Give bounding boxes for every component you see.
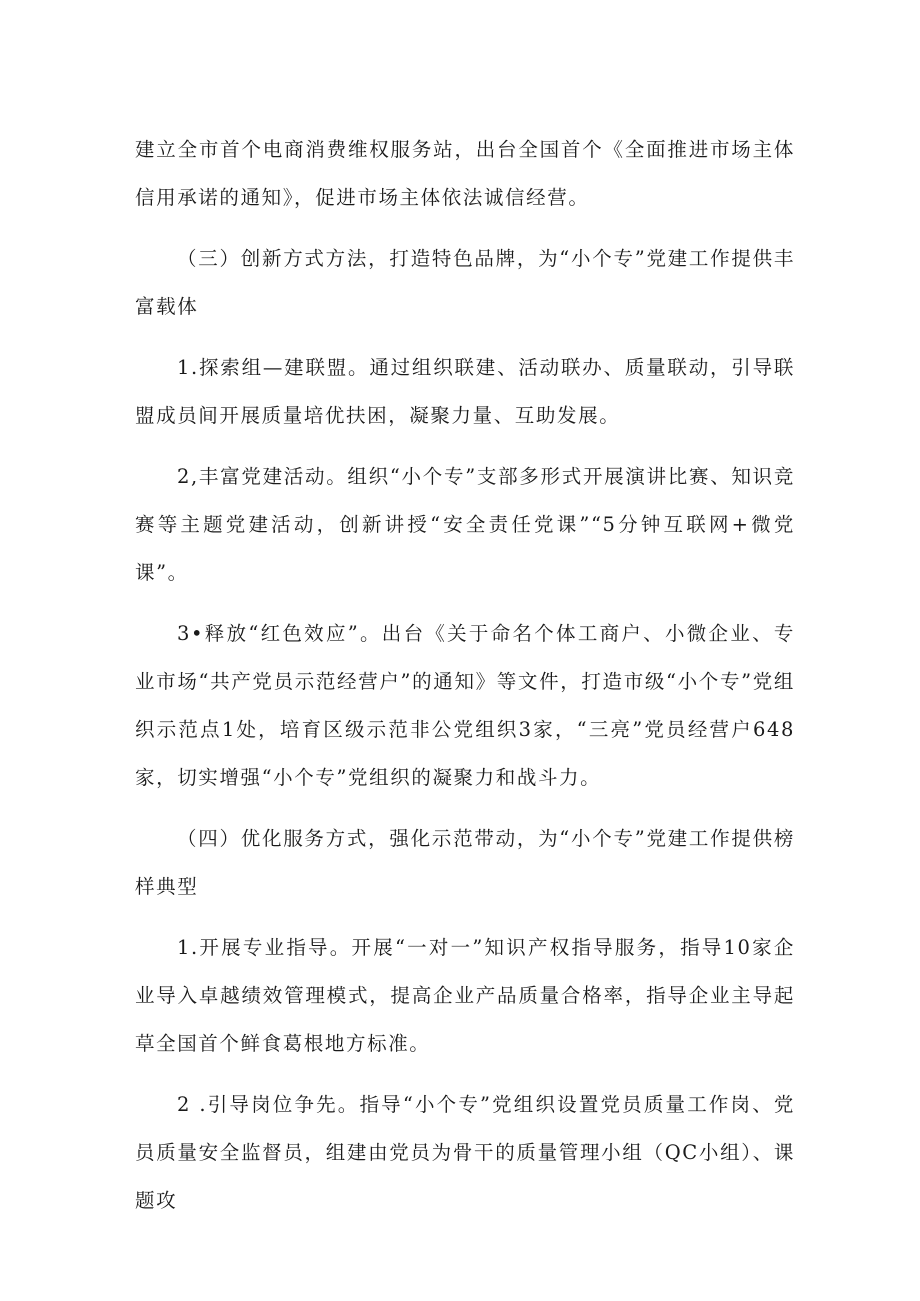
paragraph-item-2b: 2 .引导岗位争先。指导“小个专”党组织设置党员质量工作岗、党员质量安全监督员，组建由党员为骨干的质量管理小组（QC小组）、课题攻 <box>135 1093 795 1212</box>
paragraph-item-1b: 1.开展专业指导。开展“一对一”知识产权指导服务，指导10家企业导入卓越绩效管理模式，提高企业产品质量合格率，指导企业主导起草全国首个鲜食葛根地方标准。 <box>135 936 795 1055</box>
section-heading-3: （三）创新方式方法，打造特色品牌，为“小个专”党建工作提供丰富载体 <box>135 247 795 318</box>
section-heading-4: （四）优化服务方式，强化示范带动，为“小个专”党建工作提供榜样典型 <box>135 827 795 898</box>
paragraph-item-2: 2,丰富党建活动。组织“小个专”支部多形式开展演讲比赛、知识竞赛等主题党建活动，创新讲授“安全责任党课”“5分钟互联网+微党课”。 <box>135 465 795 584</box>
paragraph-item-1: 1.探索组—建联盟。通过组织联建、活动联办、质量联动，引导联盟成员间开展质量培优扶困，凝聚力量、互助发展。 <box>135 356 795 427</box>
paragraph-continuation: 建立全市首个电商消费维权服务站，出台全国首个《全面推进市场主体信用承诺的通知》，促进市场主体依法诚信经营。 <box>135 138 795 209</box>
paragraph-item-3: 3•释放“红色效应”。出台《关于命名个体工商户、小微企业、专业市场“共产党员示范经营户”的通知》等文件，打造市级“小个专”党组织示范点1处，培育区级示范非公党组织3家，“三亮”党员经营户648家，切实增强“小个专”党组织的凝聚力和战斗力。 <box>135 622 795 789</box>
document-body <box>135 126 795 1225</box>
